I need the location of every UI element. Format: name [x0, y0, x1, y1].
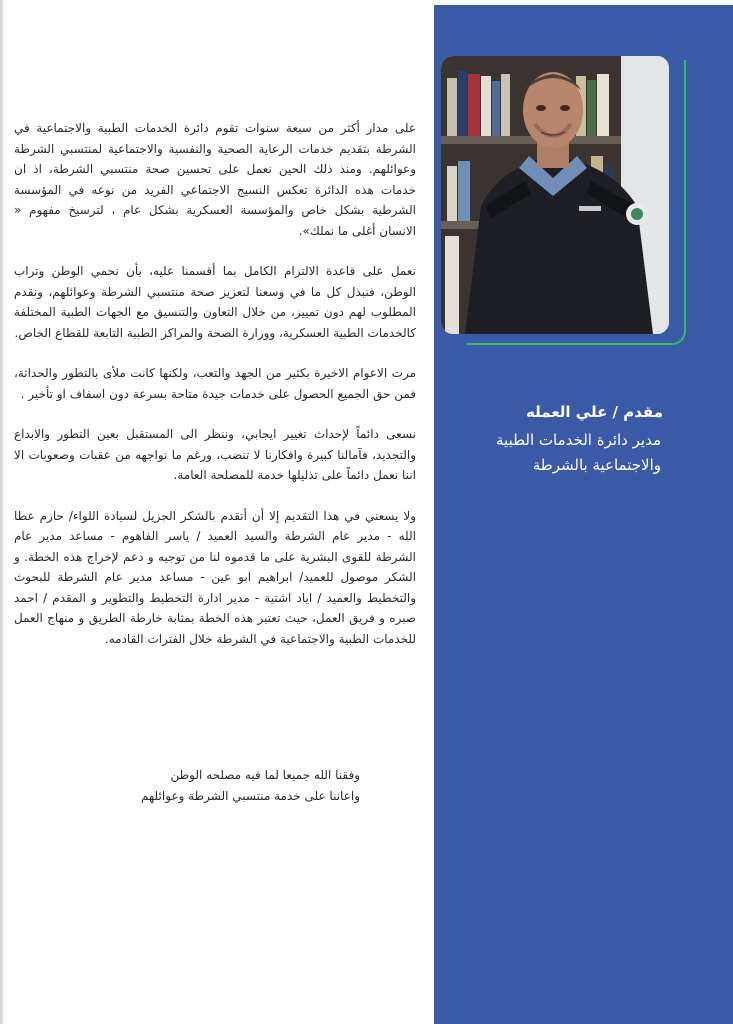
closing-remarks	[100, 765, 360, 807]
paragraph: ولا يسعني في هذا التقديم إلا أن أتقدم بالشكر الجزيل لسيادة اللواء/ حازم عطا الله - مدير عام الشرطة والسيد العميد / ياسر الفاهوم - مساعد مدير عام الشرطة للقوى البشرية على ما قدموه لنا من توجيه و دعم لإخراج هذه الخطة. و الشكر موصول للعميد/ ابراهيم ابو عين - مساعد مدير عام الشرطة للبحوث والتخطيط والعميد / اياد اشتية - مدير ادارة التخطيط والتطوير و المقدم / احمد صبره و فريق العمل، حيث تعتبر هذه الخطة بمثابة خارطة الطريق و منهاج العمل للخدمات الطبية والاجتماعية في الشرطة خلال الفترات القادمه.	[14, 508, 416, 646]
author-role	[401, 428, 661, 478]
closing-line: وفقنا الله جميعا لما فيه مصلحه الوطن	[170, 768, 360, 782]
paragraph: نعمل على قاعدة الالتزام الكامل بما أقسمنا عليه، بأن نحمي الوطن وتراب الوطن، فنبذل كل ما في وسعنا لتعزيز صحة منتسبي الشرطة وعوائلهم، ونقدم المطلوب لهم دون تمييز، من خلال التعاون والتنسيق مع الجهات الطبية المختلفة كالخدمات الطبية العسكرية، ووزارة الصحة والمراكز الطبية التابعة للقطاع الخاص.	[14, 264, 416, 340]
paragraph: نسعى دائماً لإحداث تغيير ايجابي، وننظر الى المستقبل بعين التطور والابداع والتجديد، فآمالنا كبيرة وافكارنا لا تنضب، ورغم ما نواجهه من عقبات وصعوبات الا اننا نعمل دائماً على تذليلها خدمة للمصلحة العامة.	[14, 427, 416, 482]
author-name: مقدم / علي العمله	[526, 403, 663, 421]
author-role-line1: مدير دائرة الخدمات الطبية	[496, 431, 661, 449]
portrait-photo	[441, 56, 669, 334]
page-left-border	[0, 0, 3, 1024]
paragraph: مرت الاعوام الاخيرة بكثير من الجهد والتعب، ولكنها كانت ملأى بالتطور والحداثة، فمن حق الجميع الحصول على خدمات جيدة متاحة بسرعة دون اسفاف او تأخير .	[14, 366, 416, 401]
paragraph: على مدار أكثر من سبعة سنوات تقوم دائرة الخدمات الطبية والاجتماعية في الشرطة بتقديم خدمات الرعاية الصحية والنفسية والاجتماعية لمنتسبي الشرطة وعوائلهم. ومنذ ذلك الحين نعمل على تحسين صحة منتسبي الشرطة، اذ ان خدمات هذه الدائرة تعكس النسيج الاجتماعي الفريد من نوعه في المؤسسة الشرطية بشكل خاص والمؤسسة العسكرية بشكل عام ، لترسيخ مفهوم « الانسان أغلى ما نملك».	[14, 121, 416, 238]
article-body	[14, 118, 416, 669]
closing-line: واعاننا على خدمة منتسبي الشرطة وعوائلهم	[141, 789, 360, 803]
author-role-line2: والاجتماعية بالشرطة	[532, 456, 661, 474]
